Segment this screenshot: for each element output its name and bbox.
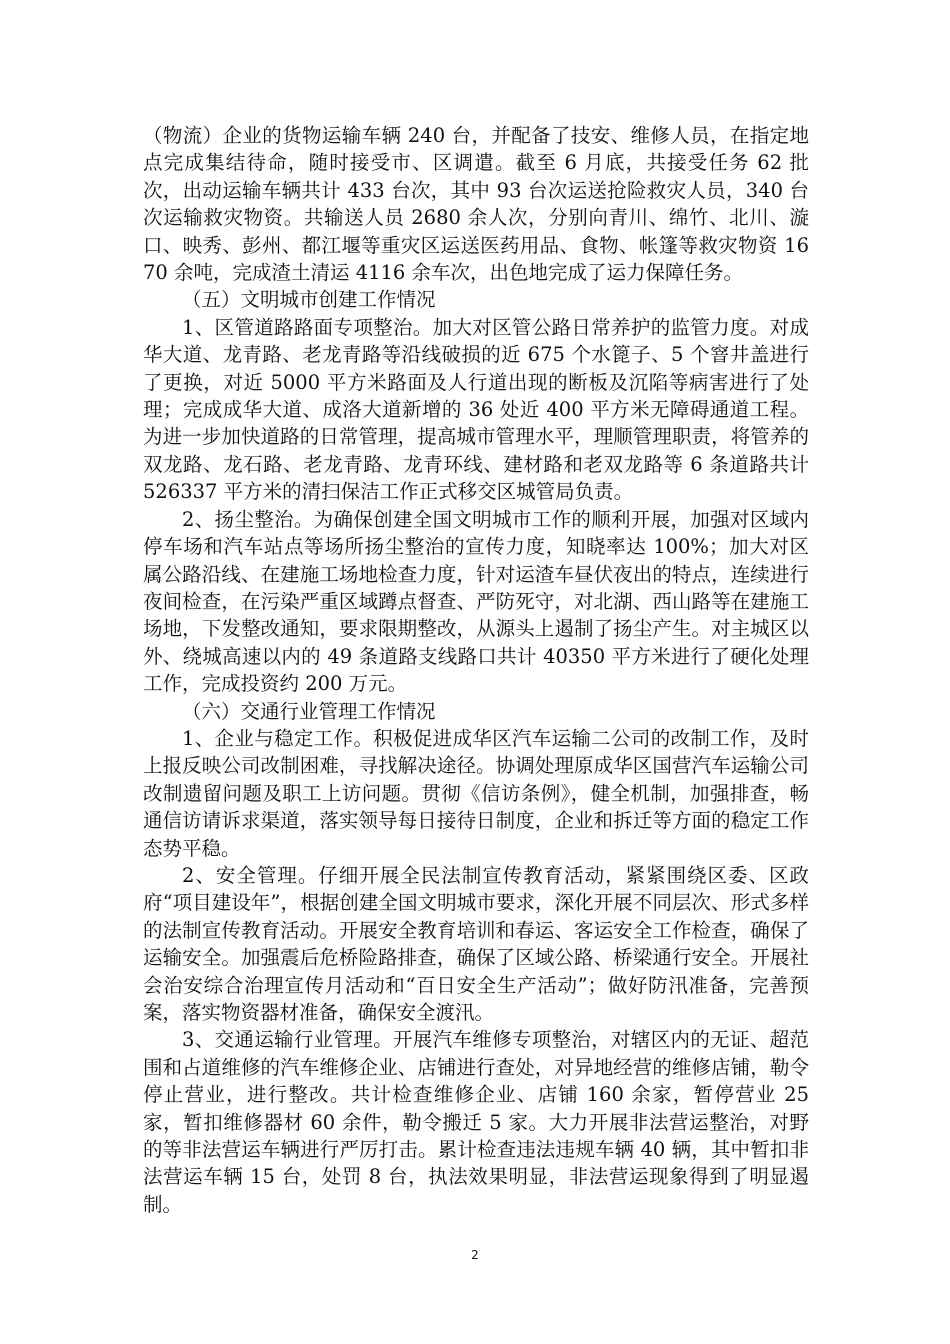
section-heading-civilized-city: （五）文明城市创建工作情况 (182, 288, 436, 312)
paragraph-enterprise-stability: 1、企业与稳定工作。积极促进成华区汽车运输二公司的改制工作，及时上报反映公司改制困难，寻找解决途径。协调处理原成华区国营汽车运输公司改制遗留问题及职工上访问题。贯彻《信访条例》，健全机制，加强排查，畅通信访请诉求渠道，落实领导每日接待日制度，企业和拆迁等方面的稳定工作态势平稳。 (143, 726, 809, 860)
paragraph-road-surface-rectification: 1、区管道路路面专项整治。加大对区管公路日常养护的监管力度。对成华大道、龙青路、老龙青路等沿线破损的近 675 个水篦子、5 个窨井盖进行了更换，对近 5000 平方米路面及人行道出现的断板及沉陷等病害进行了处理；完成成华大道、成洛大道新增的 36 处近 400 平方米无障碍通道工程。为进一步加快道路的日常管理，提高城市管理水平，理顺管理职责，将管养的双龙路、龙石路、老龙青路、龙青环线、建材路和老双龙路等 6 条道路共计 526337 平方米的清扫保洁工作正式移交区城管局负责。 (143, 315, 809, 504)
paragraph-logistics-continuation: （物流）企业的货物运输车辆 240 台，并配备了技安、维修人员，在指定地点完成集结待命，随时接受市、区调遣。截至 6 月底，共接受任务 62 批次，出动运输车辆共计 433 台次，其中 93 台次运送抢险救灾人员，340 台次运输救灾物资。共输送人员 2680 余人次，分别向青川、绵竹、北川、漩口、映秀、彭州、都江堰等重灾区运送医药用品、食物、帐篷等救灾物资 1670 余吨，完成渣土清运 4116 余车次，出色地完成了运力保障任务。 (143, 124, 809, 285)
paragraph-dust-control: 2、扬尘整治。为确保创建全国文明城市工作的顺利开展，加强对区域内停车场和汽车站点等场所扬尘整治的宣传力度，知晓率达 100%；加大对区属公路沿线、在建施工场地检查力度，针对运渣车昼伏夜出的特点，连续进行夜间检查，在污染严重区域蹲点督查、严防死守，对北湖、西山路等在建施工场地，下发整改通知，要求限期整改，从源头上遏制了扬尘产生。对主城区以外、绕城高速以内的 49 条道路支线路口共计 40350 平方米进行了硬化处理工作，完成投资约 200 万元。 (143, 507, 809, 696)
section-heading-transport-industry-management: （六）交通行业管理工作情况 (182, 699, 436, 723)
page-number: 2 (471, 1248, 479, 1262)
document-body (143, 122, 809, 1218)
paragraph-safety-management: 2、安全管理。仔细开展全民法制宣传教育活动，紧紧围绕区委、区政府“项目建设年”，根据创建全国文明城市要求，深化开展不同层次、形式多样的法制宣传教育活动。开展安全教育培训和春运、客运安全工作检查，确保了运输安全。加强震后危桥险路排查，确保了区域公路、桥梁通行安全。开展社会治安综合治理宣传月活动和“百日安全生产活动”；做好防汛准备，完善预案，落实物资器材准备，确保安全渡汛。 (143, 863, 809, 1024)
paragraph-transport-industry-management: 3、交通运输行业管理。开展汽车维修专项整治，对辖区内的无证、超范围和占道维修的汽车维修企业、店铺进行查处，对异地经营的维修店铺，勒令停止营业，进行整改。共计检查维修企业、店铺 160 余家，暂停营业 25 家，暂扣维修器材 60 余件，勒令搬迁 5 家。大力开展非法营运整治，对野的等非法营运车辆进行严厉打击。累计检查违法违规车辆 40 辆，其中暂扣非法营运车辆 15 台，处罚 8 台，执法效果明显，非法营运现象得到了明显遏制。 (143, 1028, 809, 1216)
